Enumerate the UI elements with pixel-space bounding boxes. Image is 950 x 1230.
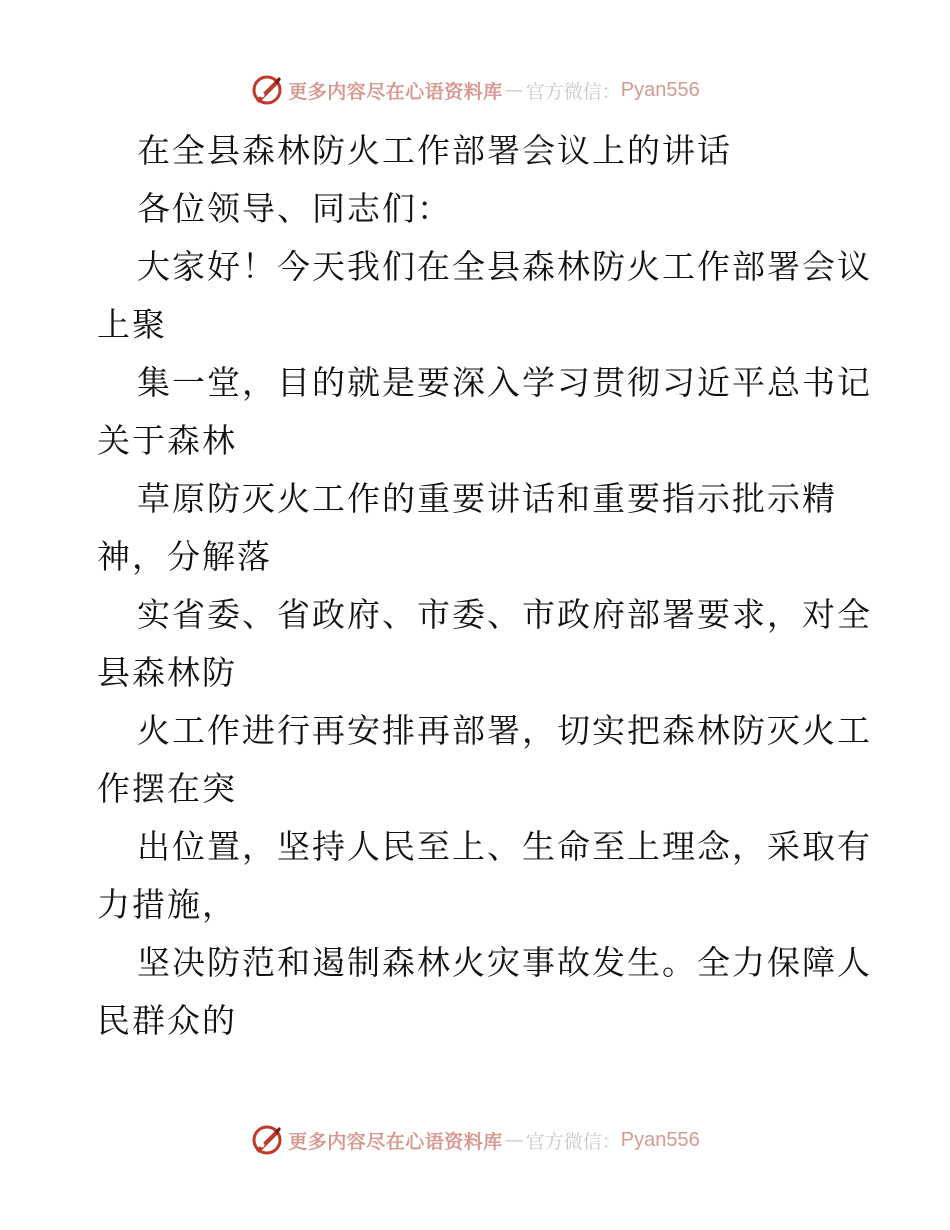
banner-wechat-id: Pyan556	[620, 78, 700, 101]
banner-text: 更多内容尽在心语资料库	[288, 1130, 503, 1153]
footer-watermark-banner	[0, 1120, 950, 1160]
paragraph-line: 上聚	[97, 305, 167, 344]
salutation: 各位领导、同志们：	[137, 189, 452, 228]
paragraph-line: 力措施，	[97, 885, 237, 924]
banner-separator: —	[504, 79, 524, 101]
paragraph-line: 作摆在突	[97, 769, 237, 808]
paragraph-line: 火工作进行再安排再部署，切实把森林防灭火工	[137, 711, 872, 750]
paragraph-line: 出位置，坚持人民至上、生命至上理念，采取有	[137, 827, 872, 866]
paragraph-line: 大家好！今天我们在全县森林防火工作部署会议	[137, 247, 872, 286]
paragraph-line: 草原防灭火工作的重要讲话和重要指示批示精	[137, 479, 837, 518]
paragraph-line: 实省委、省政府、市委、市政府部署要求，对全	[137, 595, 872, 634]
paragraph-line: 关于森林	[97, 421, 237, 460]
paragraph-line: 神，分解落	[97, 537, 272, 576]
document-body	[97, 122, 872, 1050]
banner-official-label: 官方微信：	[525, 1130, 621, 1153]
banner-separator: —	[504, 1129, 524, 1151]
banner-official-label: 官方微信：	[525, 80, 621, 103]
paragraph-line: 坚决防范和遏制森林火灾事故发生。全力保障人	[137, 943, 872, 982]
paragraph-line: 民群众的	[97, 1001, 237, 1040]
pen-logo-icon	[250, 1123, 284, 1157]
pen-logo-icon	[250, 73, 284, 107]
paragraph-line: 集一堂，目的就是要深入学习贯彻习近平总书记	[137, 363, 872, 402]
header-watermark-banner	[0, 70, 950, 110]
banner-wechat-id: Pyan556	[620, 1128, 700, 1151]
paragraph-line: 县森林防	[97, 653, 237, 692]
document-title: 在全县森林防火工作部署会议上的讲话	[137, 131, 732, 170]
banner-text: 更多内容尽在心语资料库	[288, 80, 503, 103]
